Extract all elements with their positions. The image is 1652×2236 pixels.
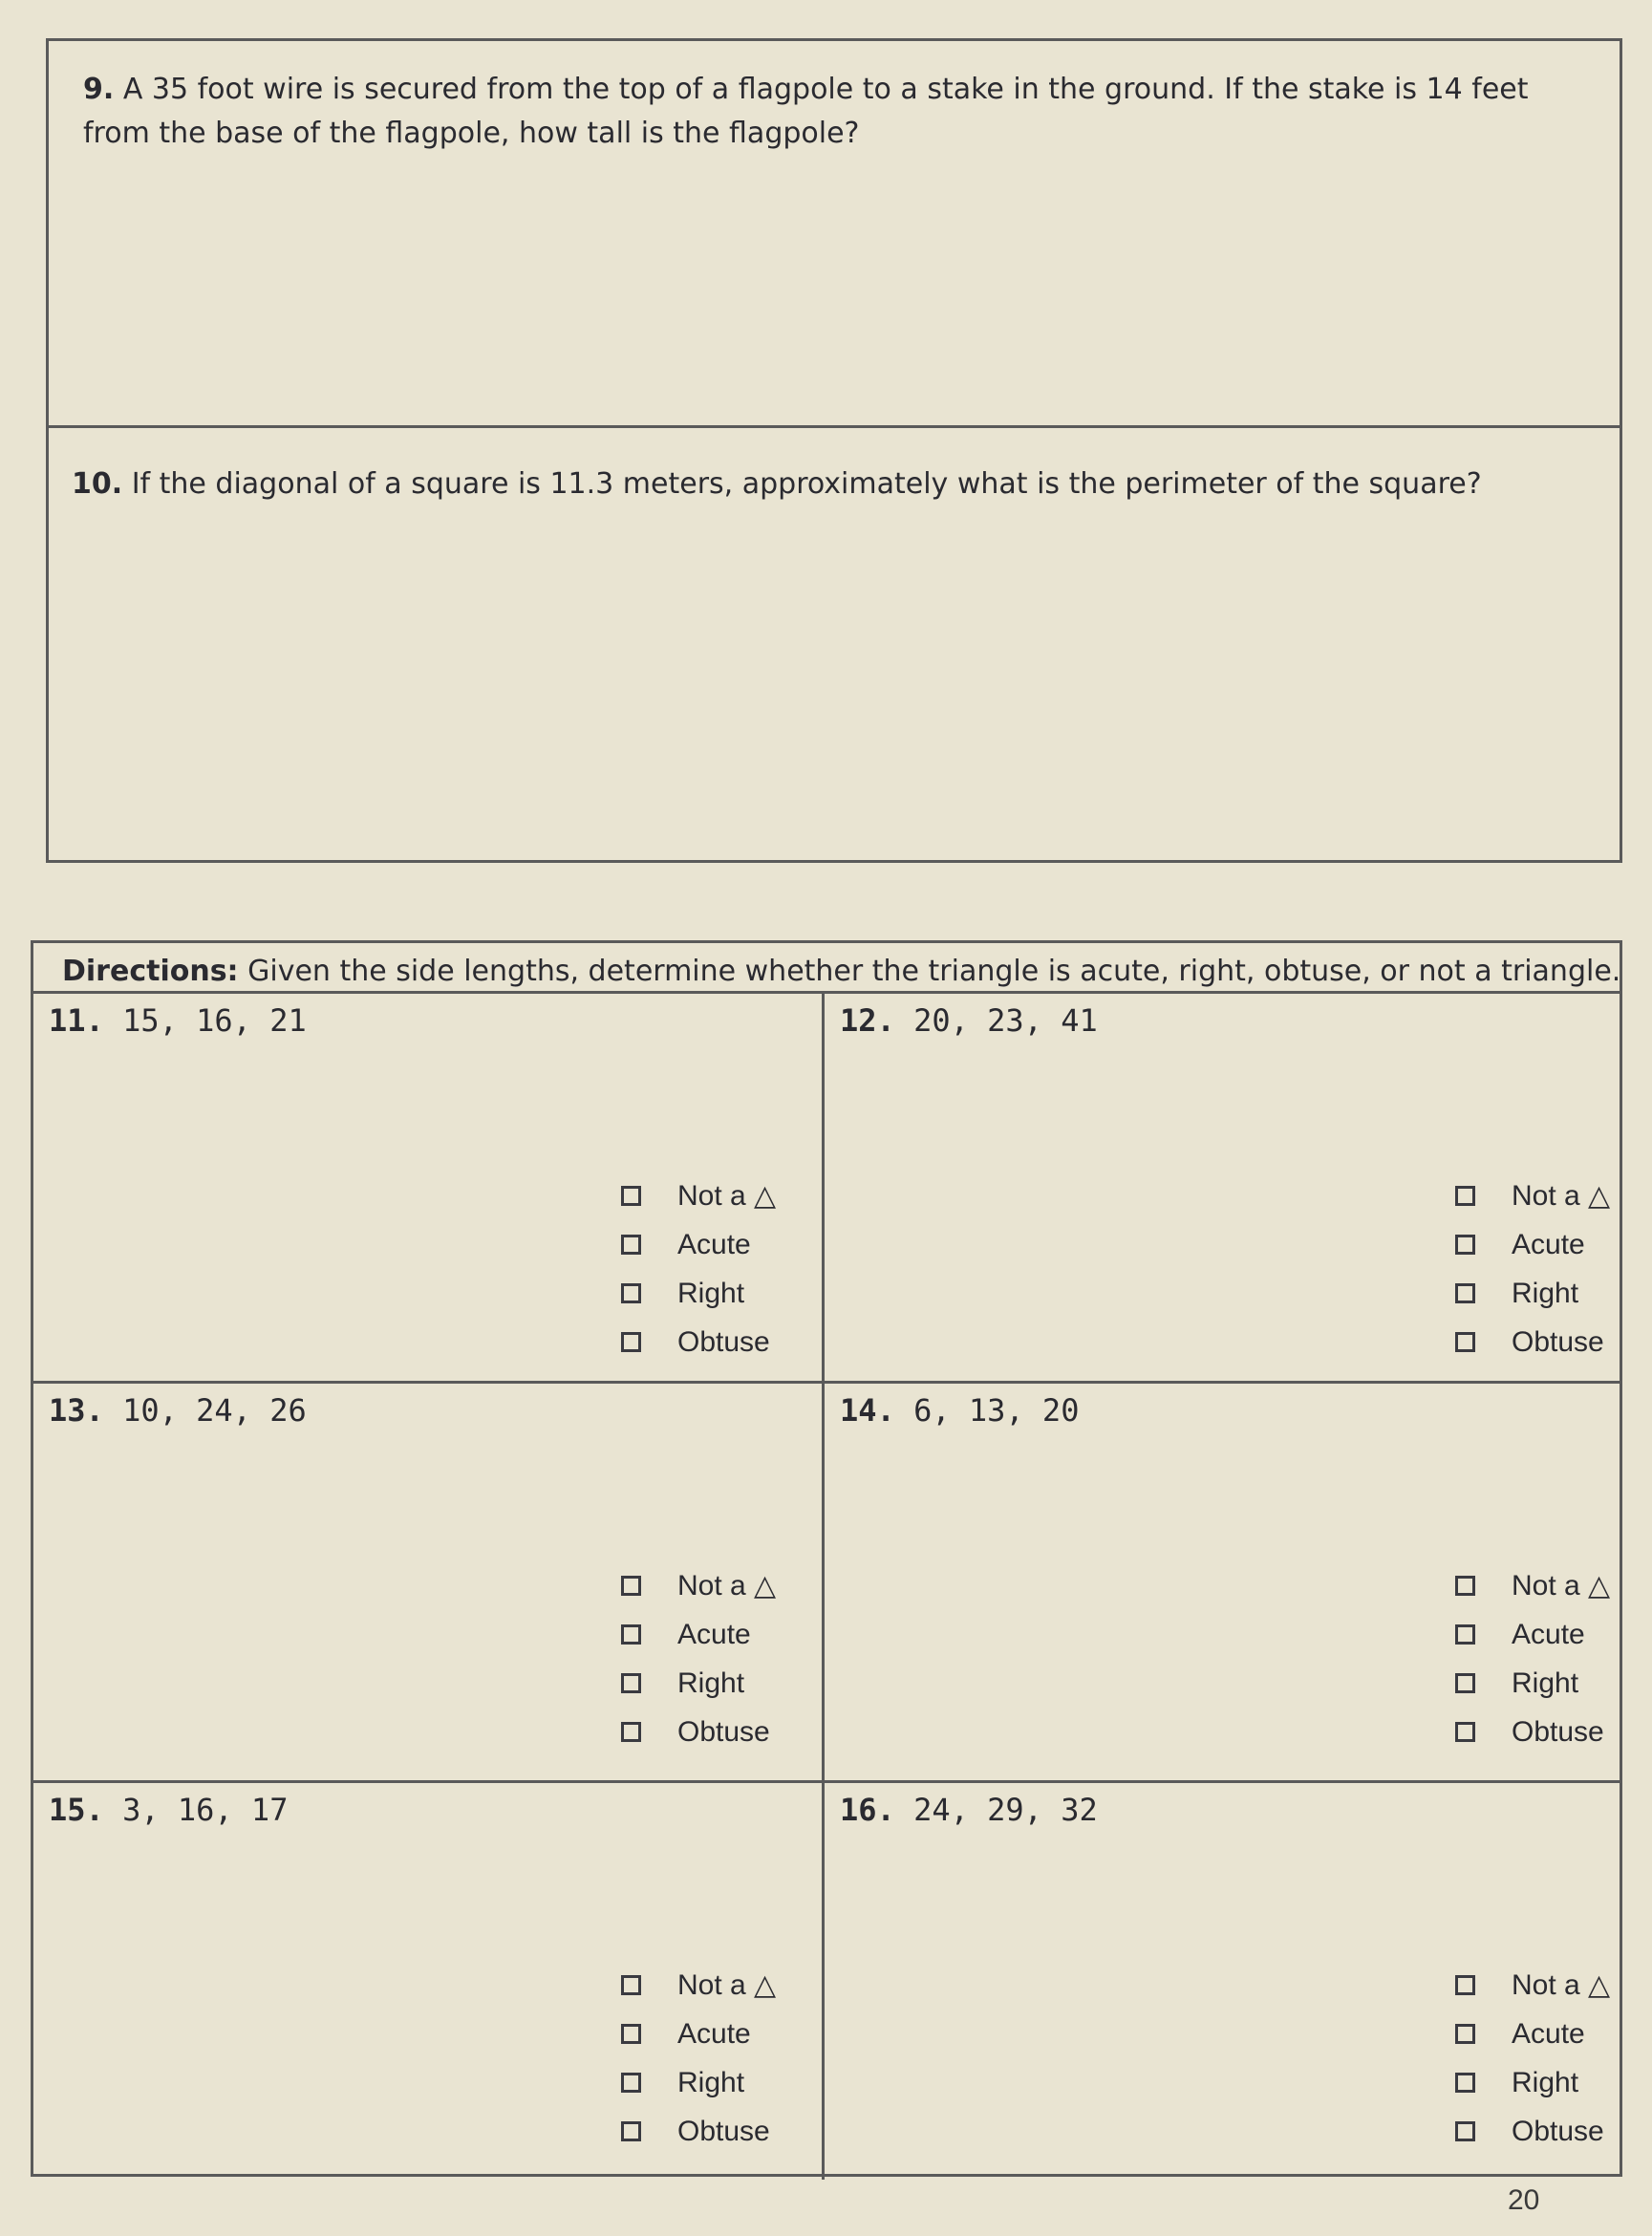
problem-12-cell bbox=[825, 994, 1610, 1381]
answer-option bbox=[621, 1659, 776, 1708]
checkbox[interactable] bbox=[1455, 1624, 1475, 1645]
option-label: Right bbox=[677, 1277, 745, 1309]
answer-option bbox=[621, 1561, 776, 1610]
problem-sides: 10, 24, 26 bbox=[122, 1392, 307, 1429]
answer-option bbox=[621, 1610, 776, 1659]
problem-number: 16. bbox=[840, 1792, 895, 1828]
triangle-classification-section bbox=[31, 940, 1622, 2177]
option-label: Right bbox=[677, 1666, 745, 1699]
checkbox[interactable] bbox=[621, 1186, 641, 1206]
checkbox[interactable] bbox=[1455, 1283, 1475, 1303]
page-number: 20 bbox=[1508, 2184, 1540, 2216]
answer-option bbox=[621, 1172, 776, 1220]
problem-title bbox=[49, 1789, 288, 1831]
option-label: Right bbox=[1512, 1666, 1579, 1699]
problem-16-cell bbox=[825, 1783, 1610, 2177]
question-9-text bbox=[83, 68, 1593, 156]
answer-option bbox=[621, 1220, 776, 1269]
option-label: Not a △ bbox=[677, 1969, 777, 2001]
problem-13-cell bbox=[33, 1384, 819, 1780]
checkbox[interactable] bbox=[621, 1624, 641, 1645]
answer-option bbox=[1455, 2107, 1610, 2156]
problem-sides: 15, 16, 21 bbox=[122, 1002, 307, 1039]
checkbox[interactable] bbox=[621, 2121, 641, 2141]
checkbox[interactable] bbox=[1455, 1576, 1475, 1596]
option-label: Acute bbox=[1512, 2017, 1585, 2050]
answer-option bbox=[1455, 1708, 1610, 1756]
answer-options bbox=[1455, 1961, 1610, 2156]
answer-option bbox=[1455, 1220, 1610, 1269]
answer-option bbox=[1455, 1610, 1610, 1659]
checkbox[interactable] bbox=[621, 1283, 641, 1303]
checkbox[interactable] bbox=[621, 1673, 641, 1693]
question-10-text bbox=[72, 462, 1600, 506]
option-label: Obtuse bbox=[677, 2115, 770, 2147]
answer-option bbox=[621, 2058, 776, 2107]
option-label: Right bbox=[1512, 2066, 1579, 2098]
checkbox[interactable] bbox=[1455, 1186, 1475, 1206]
problem-number: 11. bbox=[49, 1002, 104, 1039]
answer-option bbox=[1455, 1961, 1610, 2010]
option-label: Not a △ bbox=[677, 1570, 777, 1602]
problem-title bbox=[49, 1389, 307, 1431]
option-label: Acute bbox=[677, 1228, 751, 1260]
checkbox[interactable] bbox=[1455, 1235, 1475, 1255]
problem-14-cell bbox=[825, 1384, 1610, 1780]
question-10-number: 10. bbox=[72, 467, 123, 501]
question-9-box bbox=[46, 38, 1622, 428]
answer-option bbox=[621, 1961, 776, 2010]
answer-option bbox=[621, 1708, 776, 1756]
question-9-number: 9. bbox=[83, 73, 115, 106]
problem-number: 12. bbox=[840, 1002, 895, 1039]
problem-11-cell bbox=[33, 994, 819, 1381]
problem-sides: 6, 13, 20 bbox=[913, 1392, 1080, 1429]
answer-option bbox=[1455, 2058, 1610, 2107]
option-label: Obtuse bbox=[1512, 2115, 1604, 2147]
checkbox[interactable] bbox=[621, 2024, 641, 2044]
answer-option bbox=[621, 2010, 776, 2058]
option-label: Acute bbox=[1512, 1228, 1585, 1260]
directions-text: Given the side lengths, determine whether the triangle is acute, right, obtuse, or not a triangle. bbox=[247, 955, 1621, 988]
problem-sides: 20, 23, 41 bbox=[913, 1002, 1098, 1039]
directions bbox=[62, 953, 1620, 991]
checkbox[interactable] bbox=[621, 1332, 641, 1352]
option-label: Right bbox=[677, 2066, 745, 2098]
question-9-prompt: A 35 foot wire is secured from the top of a flagpole to a stake in the ground. If the stake is 14 feet from the base of the flagpole, how tall is the flagpole? bbox=[83, 73, 1529, 150]
option-label: Acute bbox=[677, 1618, 751, 1650]
checkbox[interactable] bbox=[1455, 1673, 1475, 1693]
checkbox[interactable] bbox=[1455, 2121, 1475, 2141]
problem-title bbox=[840, 1789, 1098, 1831]
option-label: Acute bbox=[677, 2017, 751, 2050]
answer-option bbox=[1455, 1172, 1610, 1220]
directions-label: Directions: bbox=[62, 955, 239, 988]
checkbox[interactable] bbox=[621, 1576, 641, 1596]
question-10-prompt: If the diagonal of a square is 11.3 meters, approximately what is the perimeter of the square? bbox=[131, 467, 1482, 501]
answer-option bbox=[1455, 1561, 1610, 1610]
checkbox[interactable] bbox=[621, 2073, 641, 2093]
checkbox[interactable] bbox=[621, 1975, 641, 1995]
option-label: Obtuse bbox=[1512, 1715, 1604, 1748]
answer-option bbox=[1455, 2010, 1610, 2058]
option-label: Not a △ bbox=[1512, 1570, 1611, 1602]
option-label: Acute bbox=[1512, 1618, 1585, 1650]
answer-options bbox=[621, 1561, 776, 1756]
problem-title bbox=[840, 1389, 1079, 1431]
answer-option bbox=[1455, 1659, 1610, 1708]
option-label: Obtuse bbox=[1512, 1325, 1604, 1358]
option-label: Obtuse bbox=[677, 1715, 770, 1748]
problem-sides: 3, 16, 17 bbox=[122, 1792, 289, 1828]
checkbox[interactable] bbox=[1455, 1332, 1475, 1352]
problem-15-cell bbox=[33, 1783, 819, 2177]
checkbox[interactable] bbox=[1455, 1975, 1475, 1995]
answer-option bbox=[1455, 1269, 1610, 1318]
answer-option bbox=[621, 1269, 776, 1318]
answer-options bbox=[1455, 1561, 1610, 1756]
answer-option bbox=[621, 1318, 776, 1366]
checkbox[interactable] bbox=[1455, 2073, 1475, 2093]
problem-number: 15. bbox=[49, 1792, 104, 1828]
question-10-box bbox=[46, 425, 1622, 863]
problem-title bbox=[840, 1000, 1098, 1042]
option-label: Obtuse bbox=[677, 1325, 770, 1358]
problem-number: 13. bbox=[49, 1392, 104, 1429]
option-label: Right bbox=[1512, 1277, 1579, 1309]
checkbox[interactable] bbox=[621, 1722, 641, 1742]
answer-option bbox=[1455, 1318, 1610, 1366]
answer-options bbox=[1455, 1172, 1610, 1366]
checkbox[interactable] bbox=[621, 1235, 641, 1255]
answer-options bbox=[621, 1961, 776, 2156]
answer-options bbox=[621, 1172, 776, 1366]
problem-number: 14. bbox=[840, 1392, 895, 1429]
problem-sides: 24, 29, 32 bbox=[913, 1792, 1098, 1828]
option-label: Not a △ bbox=[677, 1180, 777, 1212]
checkbox[interactable] bbox=[1455, 2024, 1475, 2044]
checkbox[interactable] bbox=[1455, 1722, 1475, 1742]
problem-title bbox=[49, 1000, 307, 1042]
answer-option bbox=[621, 2107, 776, 2156]
option-label: Not a △ bbox=[1512, 1969, 1611, 2001]
option-label: Not a △ bbox=[1512, 1180, 1611, 1212]
